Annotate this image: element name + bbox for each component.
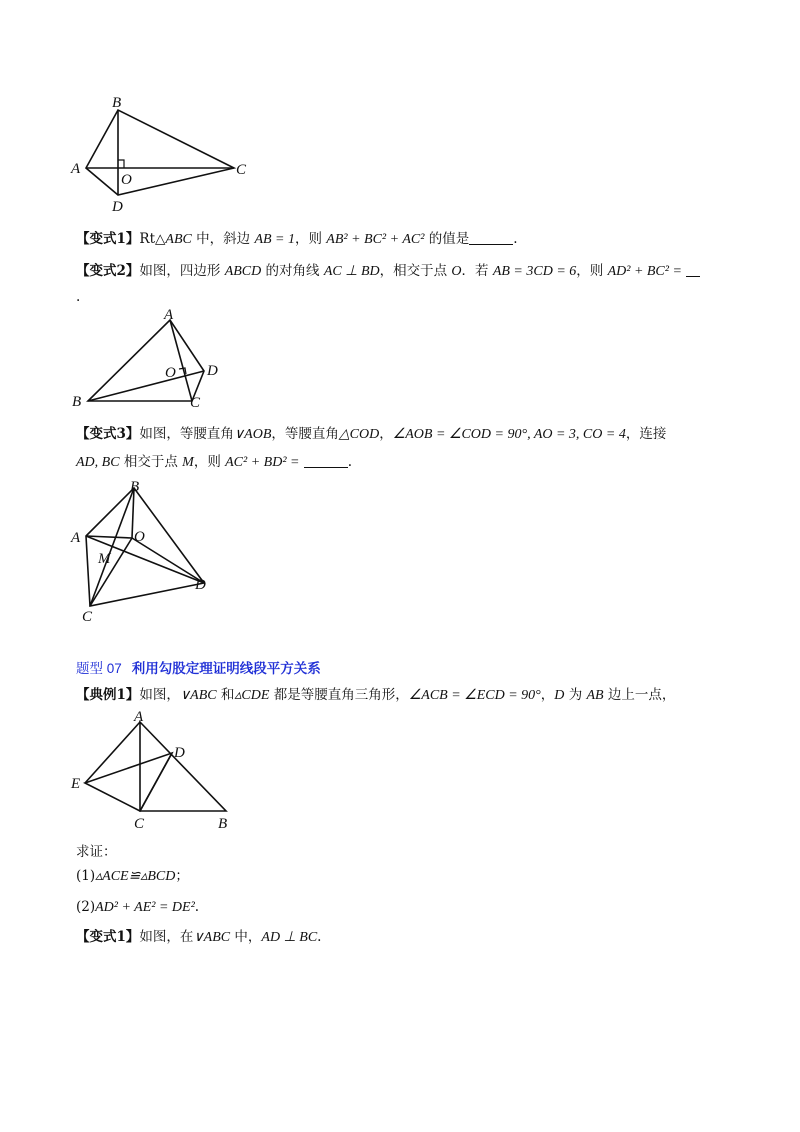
fig2-label-c: C xyxy=(190,395,201,411)
text: ，连接 xyxy=(625,426,667,442)
variant-tag: 【变式1】 xyxy=(76,231,140,247)
fig2-label-d: D xyxy=(207,363,218,379)
text: 如图，等腰直角 xyxy=(139,426,234,442)
text: 为 xyxy=(564,687,587,703)
text: ， xyxy=(379,426,393,442)
answer-blank xyxy=(304,453,348,468)
part-number: (1) xyxy=(76,868,96,884)
figure-4-isosceles-right-triangles-diagram xyxy=(68,706,243,834)
math: ∨ABC xyxy=(193,930,231,945)
math-expression: AC² + BD² = xyxy=(225,455,300,470)
proof-part-1 xyxy=(76,866,189,887)
answer-blank xyxy=(469,230,513,245)
text: ，则 xyxy=(295,231,327,247)
period: . xyxy=(347,454,353,470)
figure-3-two-triangles-diagram xyxy=(68,478,228,628)
fig1-label-b: B xyxy=(112,95,122,111)
math: ∠AOB = ∠COD = 90°, AO = 3, CO = 4 xyxy=(392,427,626,442)
text: 边上一点， xyxy=(603,687,676,703)
math: AD ⊥ BC xyxy=(261,930,318,945)
math: AB xyxy=(586,688,604,703)
math: ABC xyxy=(165,232,192,247)
text: 相交于点 xyxy=(119,454,183,470)
figure-2-quadrilateral-diagram xyxy=(68,308,228,413)
fig3-label-d: D xyxy=(195,577,206,593)
fig1-label-d: D xyxy=(112,199,123,215)
text: ， xyxy=(540,687,555,703)
text: ．若 xyxy=(461,263,493,279)
period: . xyxy=(76,289,81,305)
math: AB = 3CD = 6 xyxy=(492,264,577,279)
variant-tag: 【变式3】 xyxy=(76,426,140,442)
text: 中， xyxy=(230,929,262,945)
math: D xyxy=(554,688,565,703)
text: 和 xyxy=(216,687,235,703)
section-title: 利用勾股定理证明线段平方关系 xyxy=(131,661,321,677)
text: 如图，在 xyxy=(139,929,194,945)
math: ▵ACE≌▵BCD xyxy=(95,869,176,884)
fig1-label-a: A xyxy=(71,161,81,177)
variant-2-continuation xyxy=(76,287,80,307)
part-number: (2) xyxy=(76,899,96,915)
math-expression: AD² + BC² = xyxy=(607,264,682,279)
math: AD² + AE² = DE² xyxy=(95,900,195,915)
fig3-label-a: A xyxy=(71,530,81,546)
text: Rt△ xyxy=(139,231,166,247)
math: AB = 1 xyxy=(254,232,295,247)
variant-tag: 【变式1】 xyxy=(76,929,140,945)
fig4-label-e: E xyxy=(71,776,81,792)
text: 如图， xyxy=(139,687,180,703)
period: . xyxy=(317,929,322,945)
fig4-label-d: D xyxy=(174,745,185,761)
text: ，则 xyxy=(193,454,226,470)
variant-1-question xyxy=(76,229,518,250)
text: 都是等腰直角三角形， xyxy=(269,687,409,703)
text: ，等腰直角 xyxy=(271,426,339,442)
variant-3-continuation xyxy=(76,452,352,473)
math: ABCD xyxy=(224,264,262,279)
fig4-label-c: C xyxy=(134,816,145,832)
fig2-label-a: A xyxy=(164,307,174,323)
example-1-question xyxy=(76,685,675,706)
variant-2-question xyxy=(76,261,700,282)
fig4-label-a: A xyxy=(134,709,144,725)
text: 的对角线 xyxy=(261,263,324,279)
fig3-label-o: O xyxy=(134,529,145,545)
fig1-label-c: C xyxy=(236,162,247,178)
text: . xyxy=(194,899,200,915)
section-heading xyxy=(76,657,321,677)
fig2-label-o: O xyxy=(165,365,176,381)
proof-part-2 xyxy=(76,897,199,918)
math: ▵CDE xyxy=(234,688,270,703)
text: ，则 xyxy=(576,263,608,279)
variant-4-question xyxy=(76,927,321,948)
text: ； xyxy=(175,868,189,884)
text: ，相交于点 xyxy=(379,263,452,279)
math: O xyxy=(451,264,462,279)
period: . xyxy=(513,231,518,247)
math: ∨AOB xyxy=(233,427,272,442)
math: △COD xyxy=(338,427,380,442)
fig3-label-m: M xyxy=(98,551,111,567)
prove-label: 求证： xyxy=(76,844,117,860)
section-number: 题型 07 xyxy=(76,661,122,676)
fig3-label-b: B xyxy=(130,479,140,495)
answer-blank xyxy=(686,262,700,277)
example-tag: 【典例1】 xyxy=(76,687,140,703)
figure-3-lines xyxy=(86,488,204,606)
math: AD, BC xyxy=(76,455,120,470)
figure-4-lines xyxy=(85,722,226,811)
text: 的值是 xyxy=(424,231,470,247)
text: 如图，四边形 xyxy=(139,263,225,279)
fig4-label-b: B xyxy=(218,816,228,832)
fig3-label-c: C xyxy=(82,609,93,625)
math: M xyxy=(182,455,194,470)
math: ∠ACB = ∠ECD = 90° xyxy=(408,688,541,703)
variant-tag: 【变式2】 xyxy=(76,263,140,279)
figure-1-kite-diagram xyxy=(68,92,258,217)
math: AC ⊥ BD xyxy=(323,264,380,279)
figure-2-lines xyxy=(88,320,204,401)
figure-1-lines xyxy=(86,110,234,195)
variant-3-question xyxy=(76,424,666,445)
fig1-label-o: O xyxy=(121,172,132,188)
text: 中，斜边 xyxy=(191,231,255,247)
math: ∨ABC xyxy=(179,688,217,703)
math-expression: AB² + BC² + AC² xyxy=(326,232,425,247)
fig2-label-b: B xyxy=(72,394,82,410)
